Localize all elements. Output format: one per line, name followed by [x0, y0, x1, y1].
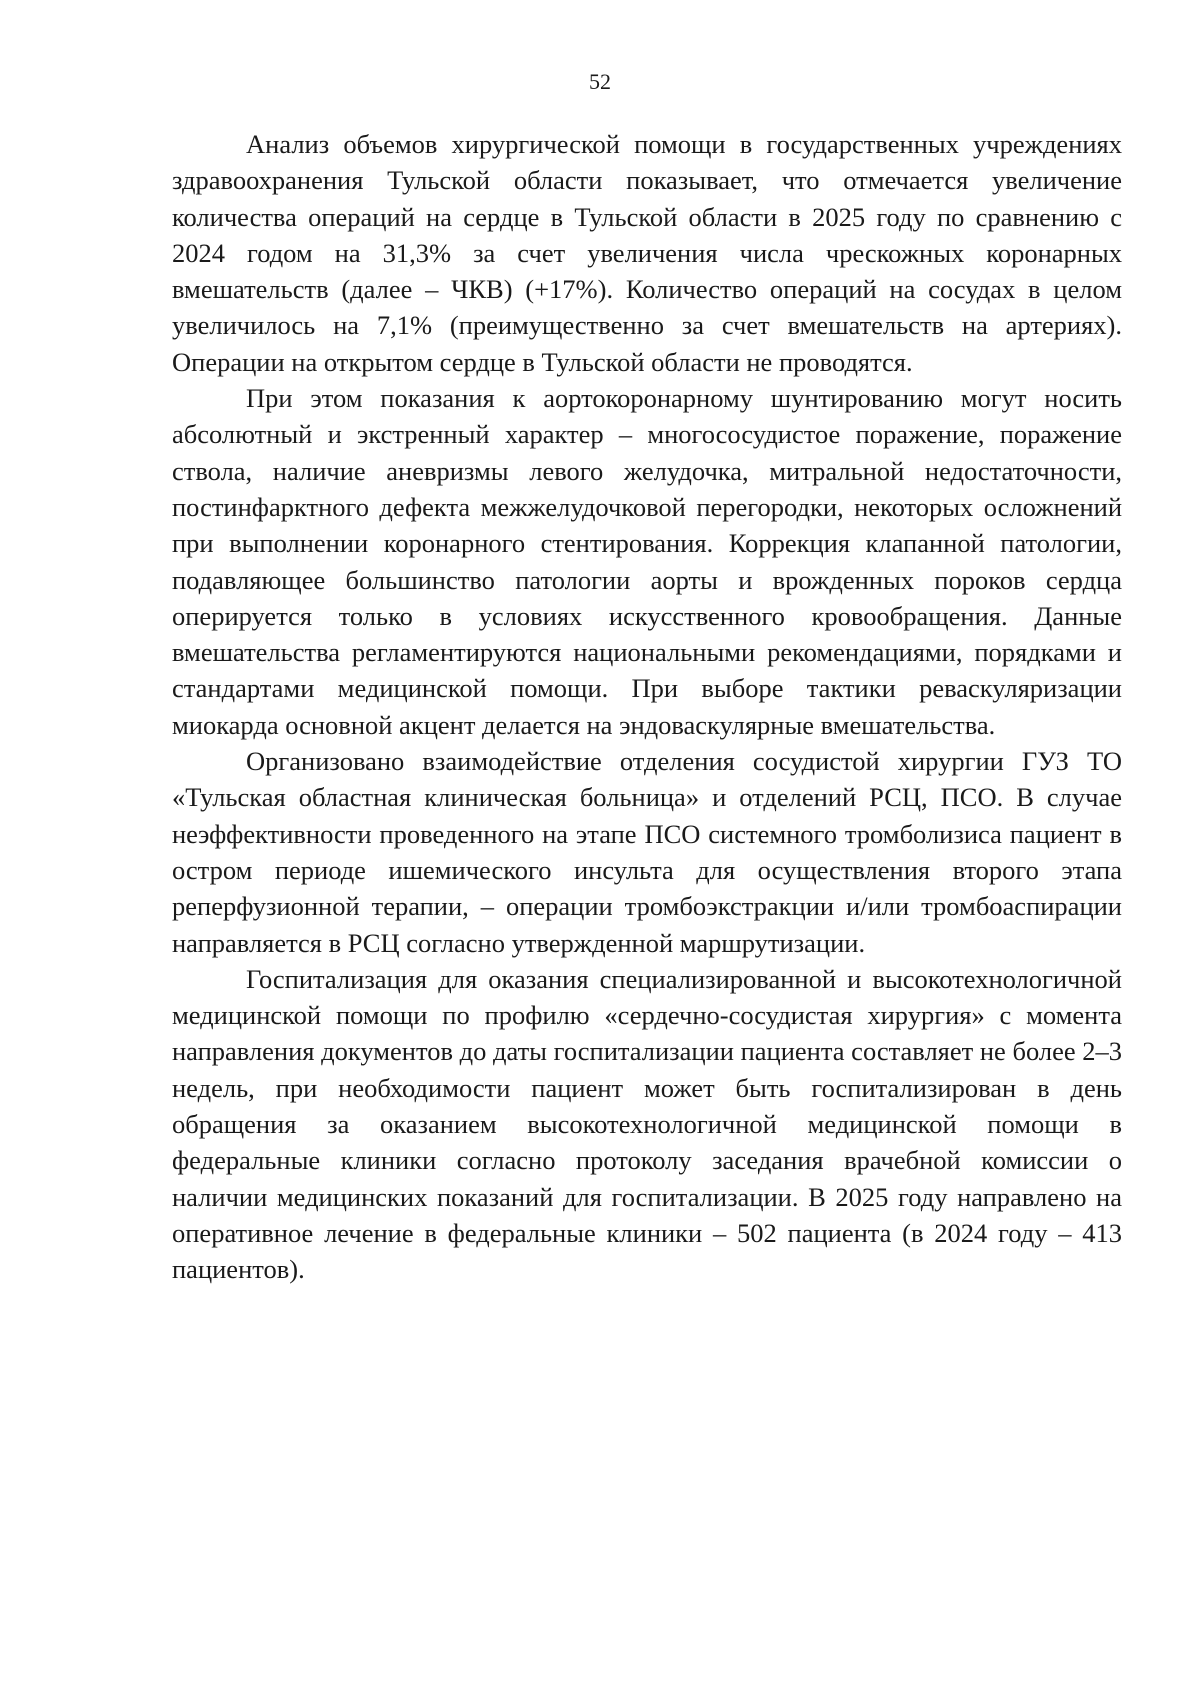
paragraph-bypass-indications: При этом показания к аортокоронарному шунтированию могут носить абсолютный и экстренный характер – многососудистое поражение, поражение ствола, наличие аневризмы левого желудочка, митральной недостаточности, постинфарктного дефекта межжелудочковой перегородки, некоторых осложнений при выполнении коронарного стентирования. Коррекция клапанной патологии, подавляющее большинство патологии аорты и врожденных пороков сердца оперируется только в условиях искусственного кровообращения. Данные вмешательства регламентируются национальными рекомендациями, порядками и стандартами медицинской помощи. При выборе тактики реваскуляризации миокарда основной акцент делается на эндоваскулярные вмешательства.: [172, 383, 1122, 740]
paragraph-hospitalization: Госпитализация для оказания специализированной и высокотехнологичной медицинской помощи по профилю «сердечно-сосудистая хирургия» с момента направления документов до даты госпитализации пациента составляет не более 2–3 недель, при необходимости пациент может быть госпитализирован в день обращения за оказанием высокотехнологичной медицинской помощи в федеральные клиники согласно протоколу заседания врачебной комиссии о наличии медицинских показаний для госпитализации. В 2025 году направлено на оперативное лечение в федеральные клиники – 502 пациента (в 2024 году – 413 пациентов).: [172, 963, 1122, 1285]
page-number: 52: [589, 69, 611, 94]
paragraph-vascular-surgery-interaction: Организовано взаимодействие отделения сосудистой хирургии ГУЗ ТО «Тульская областная клиническая больница» и отделений РСЦ, ПСО. В случае неэффективности проведенного на этапе ПСО системного тромболизиса пациент в остром периоде ишемического инсульта для осуществления второго этапа реперфузионной терапии, – операции тромбоэкстракции и/или тромбоаспирации направляется в РСЦ согласно утвержденной маршрутизации.: [172, 746, 1122, 958]
document-body: [172, 126, 1122, 1288]
paragraph-surgical-volume-analysis: Анализ объемов хирургической помощи в государственных учреждениях здравоохранения Тульской области показывает, что отмечается увеличение количества операций на сердце в Тульской области в 2025 году по сравнению с 2024 годом на 31,3% за счет увеличения числа чрескожных коронарных вмешательств (далее – ЧКВ) (+17%). Количество операций на сосудах в целом увеличилось на 7,1% (преимущественно за счет вмешательств на артериях). Операции на открытом сердце в Тульской области не проводятся.: [172, 129, 1122, 377]
